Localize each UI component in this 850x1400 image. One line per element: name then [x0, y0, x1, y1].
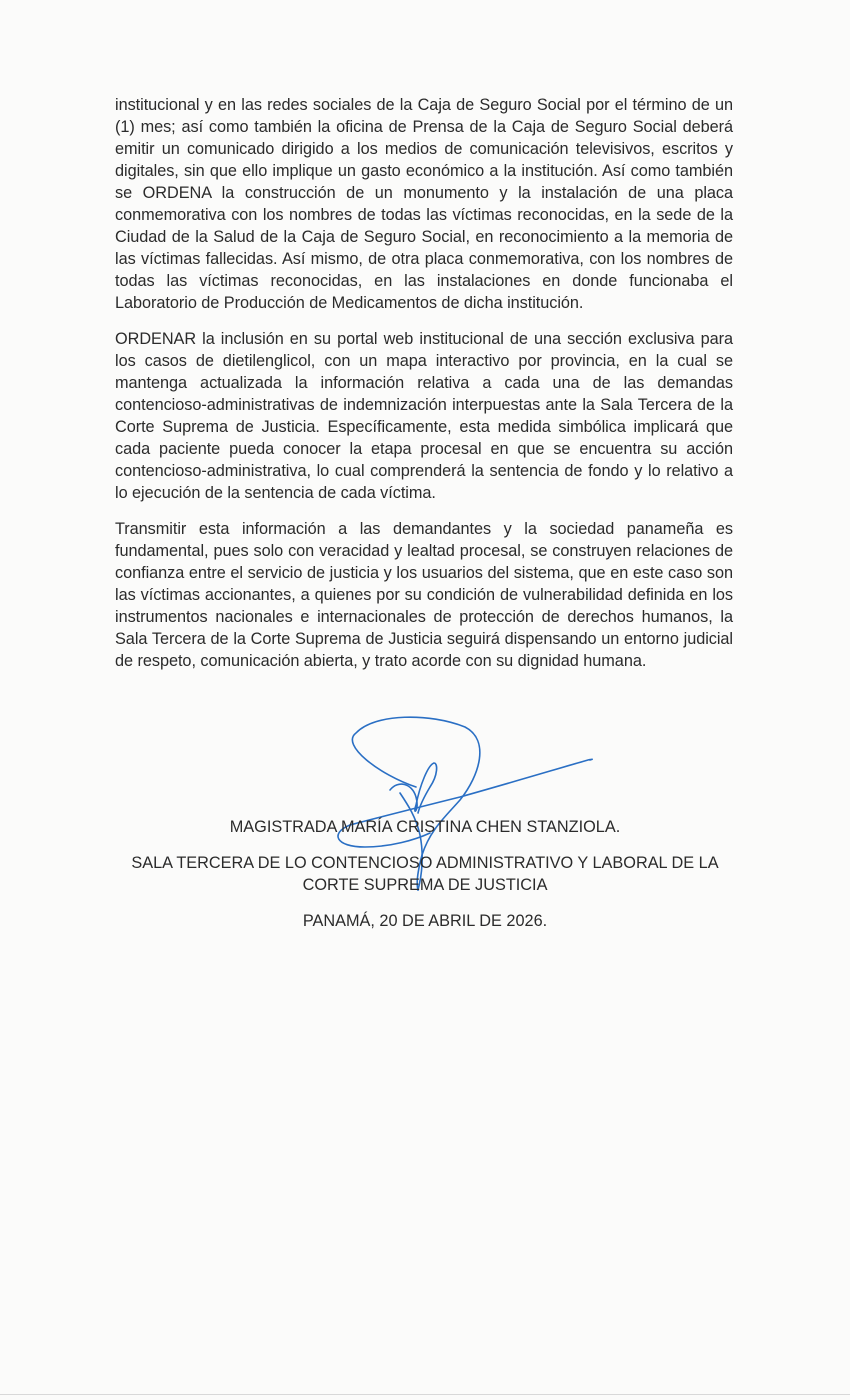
- paragraph-publication-order: institucional y en las redes sociales de la Caja de Seguro Social por el término de un (1) mes; así como también la oficina de Prensa de la Caja de Seguro Social deberá emitir un comunicado dirigido a los medios de comunicación televisivos, escritos y digitales, sin que ello implique un gasto económico a la institución. Así como también se ORDENA la construcción de un monumento y la instalación de una placa conmemorativa con los nombres de todas las víctimas reconocidas, en la sede de la Ciudad de la Salud de la Caja de Seguro Social, en reconocimiento a la memoria de las víctimas fallecidas. Así mismo, de otra placa conmemorativa, con los nombres de todas las víctimas reconocidas, en las instalaciones en donde funcionaba el Laboratorio de Producción de Medicamentos de dicha institución.: [115, 96, 733, 312]
- paragraph-web-portal-order: ORDENAR la inclusión en su portal web institucional de una sección exclusiva para los casos de dietilenglicol, con un mapa interactivo por provincia, en la cual se mantenga actualizada la información relativa a cada una de las demandas contencioso-administrativas de indemnización interpuestas ante la Sala Tercera de la Corte Suprema de Justicia. Específicamente, esta medida simbólica implicará que cada paciente pueda conocer la etapa procesal en que se encuentra su acción contencioso-administrativa, lo cual comprenderá la sentencia de fondo y lo relativo a lo ejecución de la sentencia de cada víctima.: [115, 330, 733, 502]
- court-name: [110, 852, 740, 896]
- paragraph-transmit-information: Transmitir esta información a las demandantes y la sociedad panameña es fundamental, pues solo con veracidad y lealtad procesal, se construyen relaciones de confianza entre el servicio de justicia y los usuarios del sistema, que en este caso son las víctimas accionantes, a quienes por su condición de vulnerabilidad definida en los instrumentos nacionales e internacionales de protección de derechos humanos, la Sala Tercera de la Corte Suprema de Justicia seguirá dispensando un entorno judicial de respeto, comunicación abierta, y trato acorde con su dignidad humana.: [115, 520, 733, 670]
- signatory-name: MAGISTRADA MARÍA CRISTINA CHEN STANZIOLA.: [229, 818, 621, 836]
- signature-f-stroke: [390, 763, 437, 813]
- court-name-line-1: SALA TERCERA DE LO CONTENCIOSO ADMINISTRATIVO Y LABORAL DE LA: [131, 854, 719, 872]
- place-and-date: PANAMÁ, 20 DE ABRIL DE 2026.: [302, 912, 548, 930]
- scan-edge-divider: [0, 1394, 850, 1395]
- court-name-line-2: CORTE SUPREMA DE JUSTICIA: [302, 876, 548, 894]
